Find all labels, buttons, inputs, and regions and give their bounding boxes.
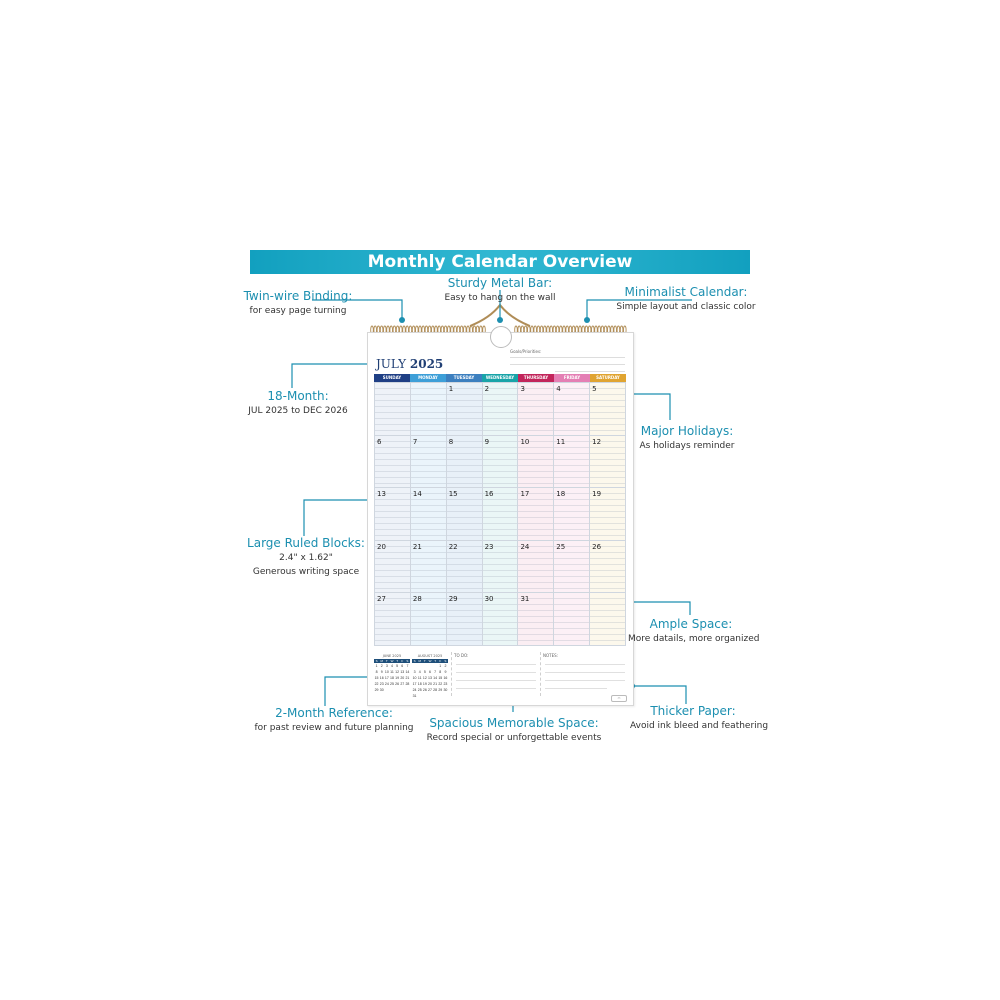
mini-calendar-row — [374, 687, 410, 693]
mini-day: 27 — [428, 688, 432, 692]
mini-day-letter: S — [406, 659, 409, 663]
day-cell[interactable] — [447, 383, 483, 436]
callout-subtitle: Simple layout and classic color — [616, 302, 756, 312]
mini-day: 25 — [417, 688, 422, 692]
mini-day: 6 — [429, 670, 431, 674]
day-number: 6 — [377, 437, 382, 446]
notes-line — [545, 680, 625, 681]
mini-day: 5 — [423, 670, 426, 674]
bottom-separator — [540, 652, 541, 696]
day-number: 12 — [592, 437, 602, 446]
callout-2-month — [248, 706, 420, 735]
day-cell[interactable] — [483, 488, 519, 541]
goal-line — [510, 364, 625, 365]
callout-major-holidays — [632, 424, 742, 453]
mini-day: 11 — [390, 670, 394, 674]
mini-day-letter: M — [380, 659, 383, 663]
mini-calendar-row — [412, 693, 448, 699]
dot-twin-wire — [399, 317, 405, 323]
day-number: 30 — [484, 595, 494, 603]
callout-title: Thicker Paper: — [650, 704, 736, 718]
day-cell[interactable] — [590, 541, 626, 594]
week-row — [375, 593, 626, 646]
day-header: SATURDAY — [590, 374, 626, 382]
dot-metal-bar — [497, 317, 503, 323]
mini-day: 1 — [375, 664, 378, 668]
mini-day: 6 — [401, 664, 404, 668]
day-cell[interactable] — [518, 488, 554, 541]
day-number: 26 — [592, 542, 602, 551]
mini-day-letter: T — [423, 659, 426, 663]
day-cell[interactable] — [375, 488, 411, 541]
day-cell[interactable] — [554, 541, 590, 594]
day-cell[interactable] — [483, 593, 519, 646]
mini-day: 28 — [405, 682, 410, 686]
mini-day-letter: T — [396, 659, 399, 663]
callout-thicker-paper — [630, 704, 769, 733]
weeks — [374, 382, 626, 646]
callout-18-month — [248, 389, 348, 418]
day-number: 19 — [592, 490, 602, 498]
day-cell[interactable] — [411, 593, 447, 646]
goal-line — [555, 371, 625, 372]
callout-title: 2-Month Reference: — [275, 706, 393, 720]
callout-subtitle: JUL 2025 to DEC 2026 — [248, 406, 348, 416]
notes-line — [545, 688, 607, 689]
month-grid — [374, 374, 626, 646]
callout-metal-bar — [420, 276, 580, 305]
day-cell[interactable] — [554, 593, 590, 646]
mini-day: 15 — [374, 676, 379, 680]
notes-line — [545, 664, 625, 665]
day-cell[interactable] — [554, 383, 590, 436]
mini-day: 4 — [391, 664, 393, 668]
day-cell[interactable] — [483, 541, 519, 594]
notes-label: NOTES: — [543, 653, 558, 658]
mini-day-letter: T — [385, 659, 388, 663]
mini-calendar-title: JUNE 2025 — [382, 654, 402, 658]
mini-day: 3 — [413, 670, 416, 674]
mini-day: 18 — [417, 682, 422, 686]
day-number: 15 — [448, 490, 458, 498]
mini-day: 3 — [385, 664, 388, 668]
day-number: 27 — [377, 595, 386, 603]
mini-day-letter: W — [428, 659, 432, 663]
day-number: 11 — [556, 437, 566, 446]
banner-title: Monthly Calendar Overview — [367, 252, 633, 272]
callout-subtitle: Avoid ink bleed and feathering — [630, 721, 769, 731]
day-number: 18 — [556, 490, 566, 498]
mini-day: 27 — [400, 682, 405, 686]
callout-title: Twin-wire Binding: — [243, 289, 353, 303]
day-number: 17 — [520, 490, 530, 498]
callout-subtitle: More datails, more organized — [628, 634, 760, 644]
week-row — [375, 383, 626, 436]
callout-subtitle: Easy to hang on the wall — [444, 293, 556, 303]
day-number: 2 — [484, 385, 490, 393]
day-number: 4 — [556, 385, 561, 393]
mini-day-letter: S — [413, 659, 416, 663]
day-header: TUESDAY — [446, 374, 482, 382]
mini-day: 21 — [405, 676, 410, 680]
mini-calendar-title: AUGUST 2025 — [417, 654, 443, 658]
mini-day: 2 — [444, 664, 447, 668]
day-number: 29 — [448, 595, 458, 603]
mini-day: 23 — [443, 682, 448, 686]
day-cell[interactable] — [554, 488, 590, 541]
mini-calendar-prev — [374, 654, 410, 693]
day-cell[interactable] — [518, 436, 554, 489]
mini-day: 16 — [443, 676, 448, 680]
mini-day: 19 — [395, 676, 400, 680]
callout-memorable — [424, 716, 604, 745]
mini-day — [405, 687, 410, 693]
mini-day: 26 — [395, 682, 400, 686]
day-number: 8 — [448, 437, 454, 446]
day-cell[interactable] — [554, 436, 590, 489]
hanging-hole — [490, 326, 512, 348]
day-number: 3 — [520, 385, 525, 393]
mini-day: 13 — [400, 670, 405, 674]
goals-label: Goals/Priorities: — [510, 349, 542, 354]
mini-calendar-next — [412, 654, 448, 699]
mini-day: 18 — [390, 676, 394, 680]
todo-line — [456, 672, 536, 673]
day-cell[interactable] — [447, 488, 483, 541]
day-header-row — [374, 374, 626, 382]
dot-minimalist — [584, 317, 590, 323]
mini-day: 29 — [438, 688, 443, 692]
day-number: 7 — [412, 437, 418, 446]
day-cell[interactable] — [375, 593, 411, 646]
brand-logo: ▭ — [611, 695, 627, 702]
mini-day: 10 — [384, 670, 389, 674]
callout-title: Sturdy Metal Bar: — [447, 276, 553, 290]
mini-day: 14 — [433, 676, 438, 680]
mini-day: 10 — [412, 676, 417, 680]
todo-line — [456, 664, 536, 665]
day-number: 14 — [412, 490, 422, 498]
day-number: 13 — [377, 490, 386, 498]
week-row — [375, 541, 626, 594]
mini-day: 31 — [412, 694, 417, 698]
leader-18-month — [292, 364, 372, 388]
mini-day-letter: F — [401, 659, 404, 663]
mini-day: 12 — [395, 670, 400, 674]
mini-day: 1 — [439, 664, 442, 668]
day-number: 16 — [484, 490, 494, 498]
day-cell[interactable] — [411, 383, 447, 436]
callout-title: Spacious Memorable Space: — [429, 716, 599, 730]
mini-day: 7 — [406, 664, 409, 668]
callout-twin-wire — [238, 289, 358, 318]
goal-line — [510, 357, 625, 358]
callout-subtitle: 2.4" x 1.62" — [279, 553, 333, 563]
bottom-separator — [451, 652, 452, 696]
callout-large-blocks — [246, 536, 366, 579]
day-number: 9 — [484, 437, 490, 446]
mini-day: 30 — [379, 688, 384, 692]
mini-day: 22 — [438, 682, 443, 686]
mini-day: 30 — [443, 688, 448, 692]
mini-day-letter: M — [418, 659, 421, 663]
mini-day: 14 — [405, 670, 410, 674]
week-row — [375, 436, 626, 489]
callout-title: Major Holidays: — [640, 424, 734, 438]
mini-day: 16 — [379, 676, 384, 680]
day-cell[interactable] — [590, 593, 626, 646]
mini-day: 17 — [412, 682, 417, 686]
mini-day: 9 — [444, 670, 447, 674]
mini-day: 8 — [375, 670, 378, 674]
day-cell[interactable] — [590, 383, 626, 436]
day-header: WEDNESDAY — [482, 374, 518, 382]
day-cell[interactable] — [590, 436, 626, 489]
callout-title: Ample Space: — [649, 617, 733, 631]
mini-day-letter: F — [439, 659, 442, 663]
callout-title: 18-Month: — [267, 389, 329, 403]
leader-thicker-paper — [632, 686, 686, 704]
day-number: 25 — [556, 542, 566, 551]
mini-day: 12 — [422, 676, 427, 680]
month-title — [376, 357, 443, 371]
day-number: 28 — [412, 595, 422, 603]
day-number: 20 — [377, 542, 386, 551]
callout-minimalist — [606, 285, 766, 314]
mini-day: 25 — [390, 682, 394, 686]
day-number: 23 — [484, 542, 494, 551]
mini-day: 7 — [434, 670, 437, 674]
callout-ample-space — [628, 617, 760, 646]
callout-subtitle: Generous writing space — [252, 567, 360, 577]
mini-day: 11 — [417, 676, 422, 680]
mini-day-letter: S — [375, 659, 378, 663]
mini-day: 20 — [400, 676, 405, 680]
callout-subtitle: for easy page turning — [249, 306, 347, 316]
mini-day: 5 — [396, 664, 399, 668]
mini-day: 13 — [428, 676, 432, 680]
day-cell[interactable] — [518, 541, 554, 594]
mini-day: 9 — [380, 670, 383, 674]
mini-day: 4 — [418, 670, 421, 674]
day-cell[interactable] — [518, 593, 554, 646]
day-number: 22 — [448, 542, 458, 551]
day-cell[interactable] — [590, 488, 626, 541]
day-cell[interactable] — [518, 383, 554, 436]
day-cell[interactable] — [375, 541, 411, 594]
mini-day-letter: W — [390, 659, 394, 663]
mini-day: 21 — [433, 682, 438, 686]
day-number: 31 — [520, 595, 530, 603]
day-cell[interactable] — [447, 436, 483, 489]
day-header: THURSDAY — [518, 374, 554, 382]
todo-line — [456, 688, 536, 689]
mini-day-letter: T — [434, 659, 437, 663]
mini-day-letter: S — [444, 659, 447, 663]
mini-day: 29 — [374, 688, 379, 692]
mini-day: 15 — [438, 676, 443, 680]
day-cell[interactable] — [411, 488, 447, 541]
todo-label: TO DO: — [454, 653, 469, 658]
callout-subtitle: As holidays reminder — [639, 441, 735, 451]
day-number: 5 — [592, 385, 597, 393]
day-cell[interactable] — [411, 436, 447, 489]
mini-day: 23 — [379, 682, 384, 686]
mini-day — [443, 693, 448, 699]
callout-title: Minimalist Calendar: — [624, 285, 748, 299]
mini-day: 22 — [374, 682, 379, 686]
month-name: JULY — [376, 357, 407, 371]
notes-line — [545, 672, 625, 673]
day-cell[interactable] — [375, 383, 411, 436]
day-number: 10 — [520, 437, 530, 446]
day-number: 1 — [448, 385, 454, 393]
day-cell[interactable] — [447, 541, 483, 594]
day-cell[interactable] — [483, 383, 519, 436]
callout-subtitle: Record special or unforgettable events — [426, 733, 602, 743]
day-cell[interactable] — [447, 593, 483, 646]
week-row — [375, 488, 626, 541]
callout-subtitle: for past review and future planning — [254, 723, 414, 733]
mini-day: 17 — [384, 676, 389, 680]
mini-day: 28 — [433, 688, 438, 692]
day-header: FRIDAY — [554, 374, 590, 382]
day-cell[interactable] — [375, 436, 411, 489]
mini-day: 24 — [412, 688, 417, 692]
todo-line — [456, 680, 536, 681]
mini-day: 8 — [439, 670, 442, 674]
day-cell[interactable] — [483, 436, 519, 489]
month-year: 2025 — [409, 357, 444, 371]
mini-day: 26 — [422, 688, 427, 692]
day-header: SUNDAY — [374, 374, 410, 382]
mini-day: 20 — [428, 682, 432, 686]
mini-day: 2 — [380, 664, 383, 668]
day-number: 24 — [520, 542, 530, 551]
day-number: 21 — [412, 542, 422, 551]
day-cell[interactable] — [411, 541, 447, 594]
mini-day: 24 — [384, 682, 389, 686]
mini-day: 19 — [422, 682, 427, 686]
day-header: MONDAY — [410, 374, 446, 382]
callout-title: Large Ruled Blocks: — [247, 536, 365, 550]
